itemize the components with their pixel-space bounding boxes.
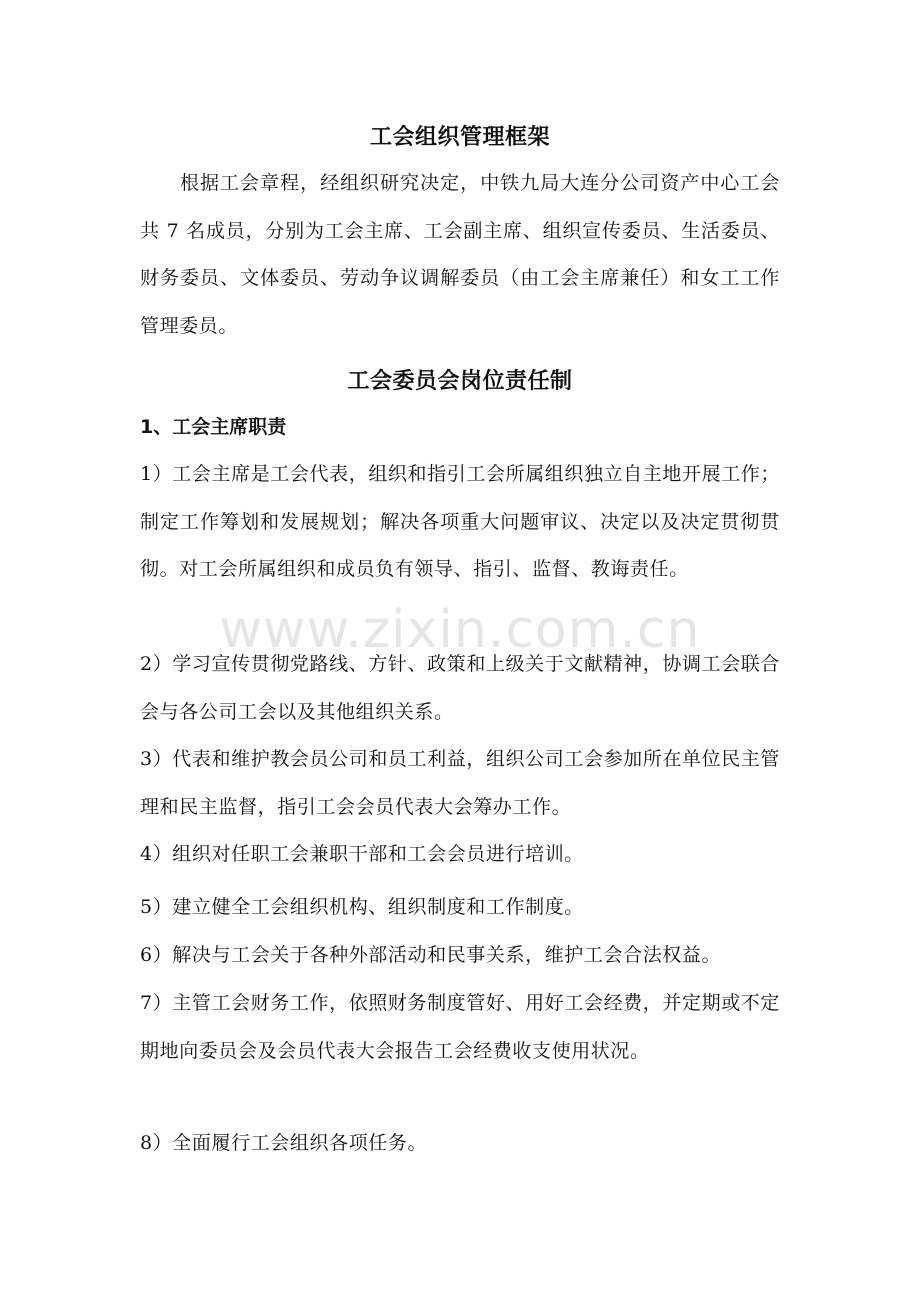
- duty-item-3: 3）代表和维护教会员公司和员工利益，组织公司工会参加所在单位民主管理和民主监督，指引工会会员代表大会筹办工作。: [140, 748, 780, 818]
- duty-item-2: 2）学习宣传贯彻党路线、方针、政策和上级关于文献精神，协调工会联合会与各公司工会以及其他组织关系。: [140, 653, 780, 723]
- duty-item-4: 4）组织对任职工会兼职干部和工会会员进行培训。: [140, 843, 584, 865]
- section-title: 工会委员会岗位责任制: [347, 369, 573, 394]
- duty-item-7: 7）主管工会财务工作，依照财务制度管好、用好工会经费，并定期或不定期地向委员会及会员代表大会报告工会经费收支使用状况。: [140, 992, 780, 1062]
- duty-item-1: 1）工会主席是工会代表，组织和指引工会所属组织独立自主地开展工作；制定工作筹划和发展规划；解决各项重大问题审议、决定以及决定贯彻贯彻。对工会所属组织和成员负有领导、指引、监督、教诲责任。: [140, 463, 780, 580]
- intro-paragraph: 根据工会章程，经组织研究决定，中铁九局大连分公司资产中心工会共 7 名成员，分别为工会主席、工会副主席、组织宣传委员、生活委员、财务委员、文体委员、劳动争议调解委员（由工会主席兼任）和女工工作管理委员。: [140, 172, 780, 337]
- duty-item-6: 6）解决与工会关于各种外部活动和民事关系，维护工会合法权益。: [140, 944, 722, 966]
- watermark: www.zixin.com.cn: [219, 600, 701, 660]
- duty-item-5: 5）建立健全工会组织机构、组织制度和工作制度。: [140, 896, 584, 918]
- document-title: 工会组织管理框架: [369, 125, 550, 150]
- section-heading: 1、工会主席职责: [140, 416, 287, 438]
- duty-item-8: 8）全面履行工会组织各项任务。: [140, 1132, 428, 1154]
